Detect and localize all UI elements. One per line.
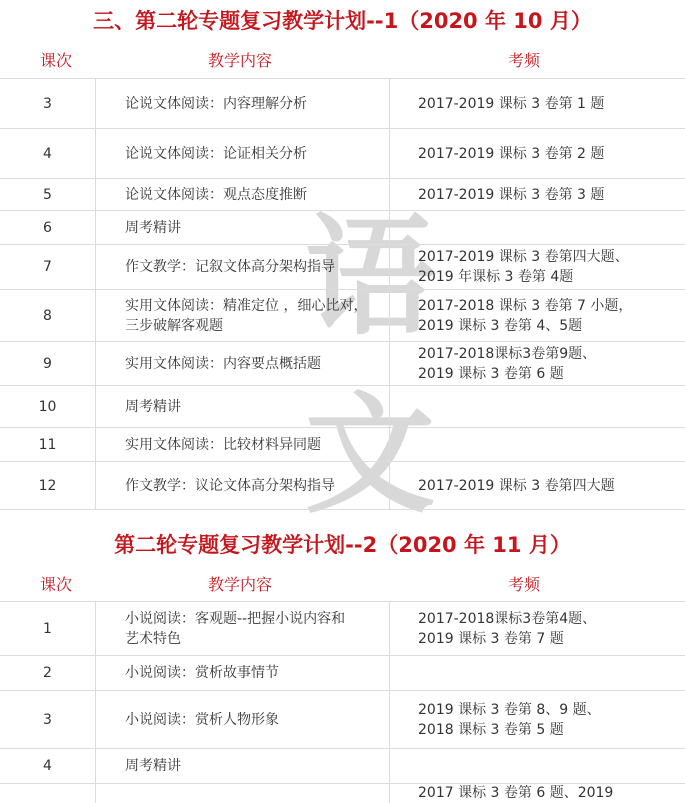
table-row [0,78,685,128]
table-row [0,655,685,690]
lesson-number: 5 [0,179,96,210]
exam-frequency: 2017-2019 课标 3 卷第四大题 [418,477,615,494]
lesson-number: 1 [0,602,96,655]
table-row [0,427,685,461]
table-row [0,748,685,783]
lesson-content: 实用文体阅读：内容要点概括题 [125,355,321,372]
header-lesson: 课次 [40,51,73,70]
lesson-content: 论说文体阅读：观点态度推断 [125,186,307,203]
exam-frequency: 2017-2018课标3卷第4题、 2019 课标 3 卷第 7 题 [418,610,597,647]
lesson-number: 3 [0,691,96,748]
lesson-content: 周考精讲 [125,219,181,236]
lesson-content: 作文教学：议论文体高分架构指导 [125,477,335,494]
section-title: 第二轮专题复习教学计划--2（2020 年 11 月） [114,533,571,557]
table-row [0,244,685,289]
table-row [0,461,685,510]
lesson-number: 8 [0,290,96,341]
exam-frequency: 2019 课标 3 卷第 8、9 题、 2018 课标 3 卷第 5 题 [418,701,601,738]
header-lesson: 课次 [40,575,73,594]
lesson-number: 4 [0,129,96,178]
exam-frequency: 2017-2019 课标 3 卷第四大题、 2019 年课标 3 卷第 4题 [418,249,629,285]
header-content: 教学内容 [208,575,273,594]
lesson-number: 9 [0,342,96,385]
lesson-number: 10 [0,386,96,427]
lesson-content: 周考精讲 [125,398,181,415]
table-row [0,341,685,385]
lesson-number: 7 [0,245,96,289]
lesson-number: 12 [0,462,96,509]
lesson-number: 3 [0,79,96,128]
lesson-content: 论说文体阅读：内容理解分析 [125,95,307,112]
exam-frequency: 2017-2018课标3卷第9题、 2019 课标 3 卷第 6 题 [418,345,597,382]
table-row [0,601,685,655]
lesson-number: 6 [0,211,96,244]
lesson-content: 周考精讲 [125,758,181,774]
header-frequency: 考频 [508,51,541,70]
section-title: 三、第二轮专题复习教学计划--1（2020 年 10 月） [93,9,592,33]
plan-table-1 [0,78,685,510]
lesson-content: 实用文体阅读：比较材料异同题 [125,436,321,453]
exam-frequency: 2017-2019 课标 3 卷第 1 题 [418,95,605,112]
lesson-number [0,784,96,803]
lesson-content: 小说阅读：客观题--把握小说内容和 艺术特色 [125,610,346,647]
exam-frequency: 2017 课标 3 卷第 6 题、2019 [418,785,614,801]
table-header [0,46,685,76]
table-row [0,128,685,178]
lesson-content: 论说文体阅读：论证相关分析 [125,145,307,162]
exam-frequency: 2017-2019 课标 3 卷第 2 题 [418,145,605,162]
lesson-content: 实用文体阅读：精准定位 ，细心比对， 三步破解客观题 [125,297,368,334]
watermark-character: 语 [304,201,435,353]
table-row [0,385,685,427]
lesson-number: 11 [0,428,96,461]
table-row [0,783,685,803]
header-frequency: 考频 [508,575,541,594]
watermark-character: 文 [304,379,435,531]
exam-frequency: 2017-2018 课标 3 卷第 7 小题， 2019 课标 3 卷第 4、5题 [418,297,633,334]
lesson-content: 小说阅读：赏析人物形象 [125,711,279,728]
exam-frequency: 2017-2019 课标 3 卷第 3 题 [418,186,605,203]
lesson-number: 2 [0,656,96,690]
table-row [0,289,685,341]
table-row [0,178,685,210]
lesson-number: 4 [0,749,96,783]
lesson-content: 作文教学：记叙文体高分架构指导 [125,259,335,275]
header-content: 教学内容 [208,51,273,70]
table-row [0,690,685,748]
table-header [0,570,685,600]
plan-table-2 [0,601,685,803]
table-row [0,210,685,244]
lesson-content: 小说阅读：赏析故事情节 [125,665,279,681]
